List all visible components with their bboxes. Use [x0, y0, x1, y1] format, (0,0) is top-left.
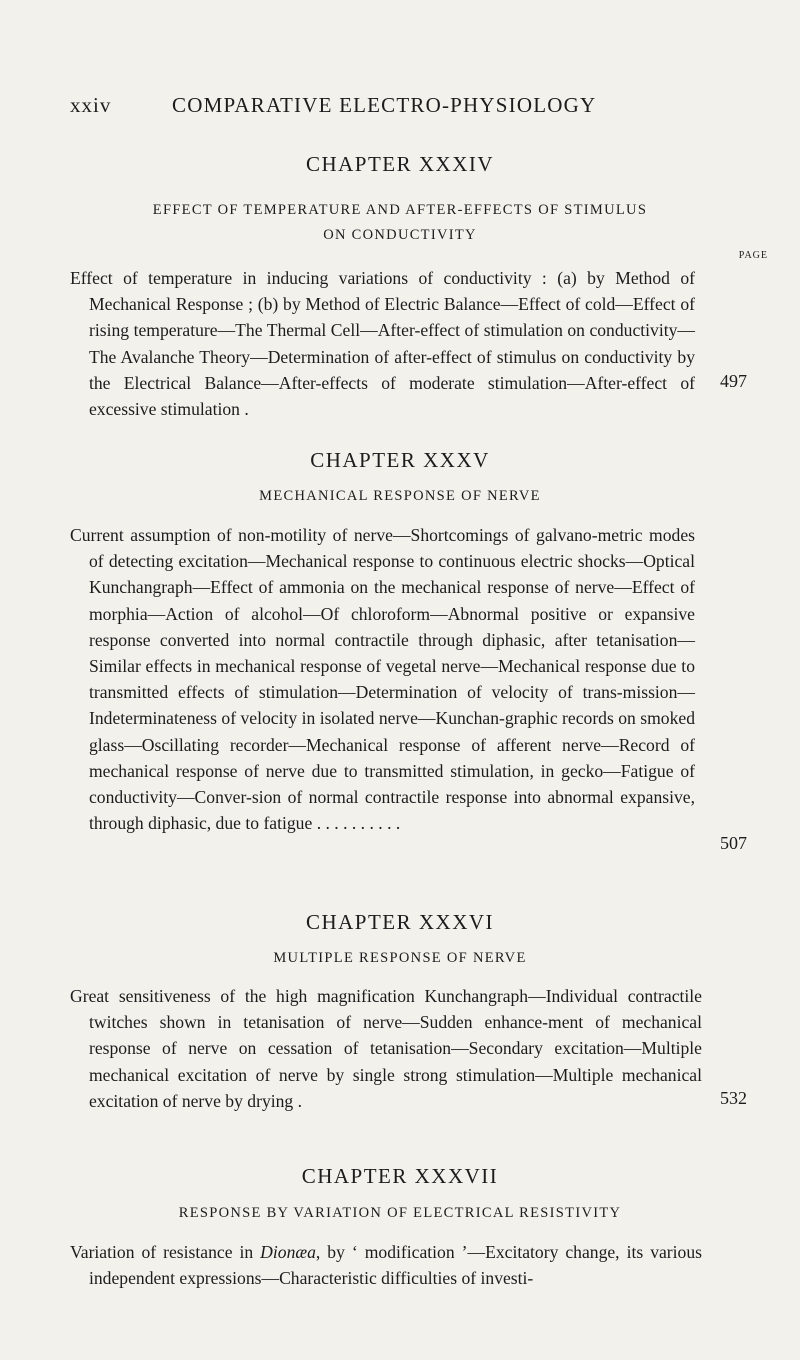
dot-leader: . [293, 1090, 303, 1111]
chapter-number: CHAPTER XXXVII [301, 1164, 499, 1188]
chapter-36 [0, 910, 800, 935]
dot-leader: . . . . . . . . . . [312, 813, 401, 834]
chapter-summary [70, 522, 695, 836]
chapter-34-title [0, 198, 800, 248]
summary-italic-term: Dionæa [260, 1242, 316, 1262]
dot-leader: . [239, 399, 249, 420]
chapter-page-number: 532 [720, 1088, 747, 1108]
running-title: COMPARATIVE ELECTRO-PHYSIOLOGY [172, 93, 597, 117]
chapter-title-line: MULTIPLE RESPONSE OF NERVE [273, 950, 527, 966]
chapter-summary [70, 983, 702, 1114]
chapter-35 [0, 448, 800, 473]
chapter-number: CHAPTER XXXV [310, 448, 490, 472]
chapter-summary [70, 265, 695, 422]
summary-text: Variation of resistance in [70, 1242, 261, 1262]
chapter-title-line: RESPONSE BY VARIATION OF ELECTRICAL RESISTIVITY [178, 1205, 622, 1221]
chapter-36-title [0, 946, 800, 971]
chapter-35-title [0, 484, 800, 509]
summary-text: Effect of temperature in inducing variations of conductivity : (a) by Method of Mechanical Response ; (b) by Method of Electric Balance—Effect of cold—Effect of rising temperature—The Thermal Cell—After-effect of stimulation on conductivity—The Avalanche Theory—Determination of after-effect of stimulus on conductivity by the Electrical Balance—After-effects of moderate stimulation—After-effect of excessive stimulation [70, 268, 695, 420]
chapter-title-line: EFFECT OF TEMPERATURE AND AFTER-EFFECTS OF STIMULUS [152, 202, 648, 218]
chapter-page-number: 507 [720, 833, 747, 853]
chapter-34 [0, 152, 800, 177]
chapter-number: CHAPTER XXXIV [305, 152, 495, 176]
page-number: xxiv [70, 93, 112, 117]
summary-text: , by ‘ modification ’—Excitatory change, its various independent expressions—Characteristic difficulties of investi- [89, 1242, 702, 1289]
chapter-page-number: 497 [720, 371, 747, 391]
chapter-37-title [0, 1201, 800, 1226]
summary-text: Current assumption of non-motility of nerve—Shortcomings of galvano-metric modes of detecting excitation—Mechanical response to continuous electric shocks—Optical Kunchangraph—Effect of ammonia on the mechanical response of nerve—Effect of morphia—Action of alcohol—Of chloroform—Abnormal positive or expansive response converted into normal contractile through diphasic, after tetanisation—Similar effects in mechanical response of vegetal nerve—Mechanical response due to transmitted effects of stimulation—Determination of velocity of trans-mission—Indeterminateness of velocity in isolated nerve—Kunchan-graphic records on smoked glass—Oscillating recorder—Mechanical response of afferent nerve—Record of mechanical response of nerve due to transmitted stimulation, in gecko—Fatigue of conductivity—Conver-sion of normal contractile response into abnormal expansive, through diphasic, due to fatigue [70, 525, 695, 834]
chapter-number: CHAPTER XXXVI [305, 910, 495, 934]
chapter-title-line: MECHANICAL RESPONSE OF NERVE [259, 488, 541, 504]
chapter-title-line: ON CONDUCTIVITY [323, 227, 477, 243]
summary-text: Great sensitiveness of the high magnification Kunchangraph—Individual contractile twitches shown in tetanisation of nerve—Sudden enhance-ment of mechanical response of nerve on cessation of tetanisation—Secondary excitation—Multiple mechanical excitation of nerve by single strong stimulation—Multiple mechanical excitation of nerve by drying [70, 986, 702, 1111]
page-column-label: PAGE [738, 250, 768, 261]
chapter-37 [0, 1164, 800, 1189]
chapter-summary [70, 1239, 702, 1291]
